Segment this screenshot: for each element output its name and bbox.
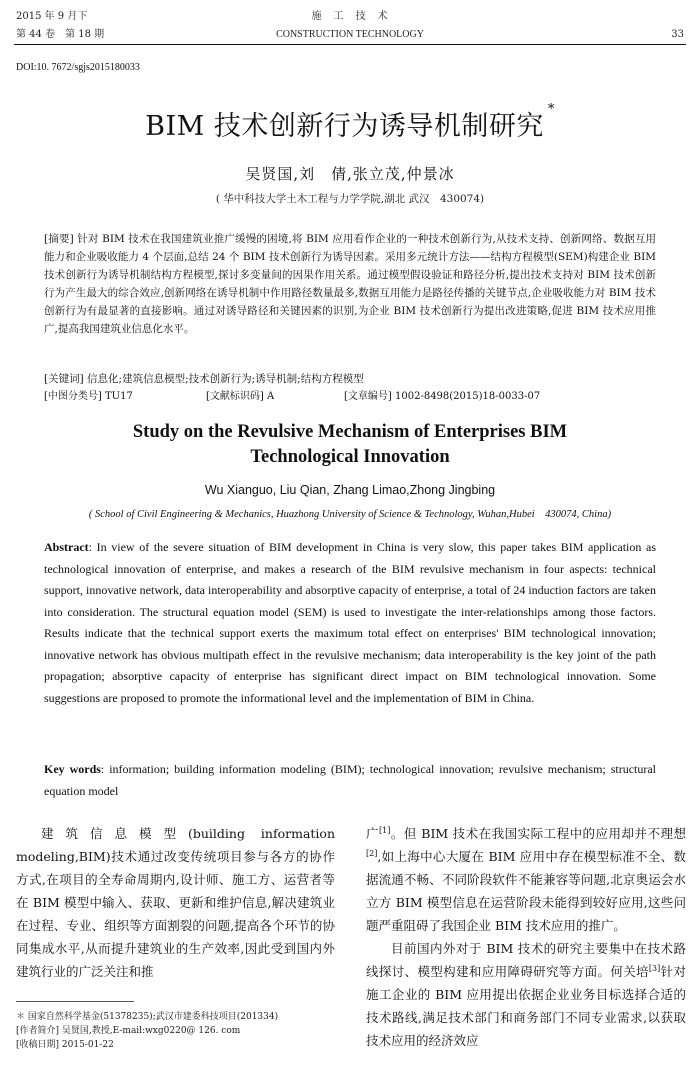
footnote-author-label: [作者简介] [16,1026,60,1036]
body-right-column [366,822,686,1052]
abstract-en-label: Abstract [44,540,89,554]
abstract-cn-text: 针对 BIM 技术在我国建筑业推广缓慢的困境,将 BIM 应用看作企业的一种技术创新行为,从技术支持、创新网络、数据互用能力和企业吸收能力 4 个层面,总结 24 个 BIM 技术创新行为诱导因素。采用多元统计方法——结构方程模型(SEM)构建企业 BIM 技术创新行为诱导机制结构方程模型,探讨多变量间的因果作用关系。通过模型假设验证和路径分析,提出技术支持对 BIM 技术创新行为产生最大的综合效应,创新网络在诱导机制中作用路径数量最多,数据互用能力是路径传播的关键节点,企业吸收能力对 BIM 技术创新行为有最显著的直接影响。通过对诱导路径和关键因素的识别,为企业 BIM 技术创新行为提出改进策略,促进 BIM 技术应用推广,提高我国建筑业信息化水平。 [44,233,656,335]
abstract-cn-label: [摘要] [44,233,74,245]
abstract-en: Abstract: In view of the severe situation of BIM development in China is very slow, this paper takes BIM application as technological innovation of enterprise, and makes a research of the BIM revulsive mechanism in four aspects: technical support, innovative network, data interoperability and absorptive capacity of enterprise, a total of 24 induction factors are taken into consideration. The structural equation model (SEM) is used to investigate the inter-relationships among those factors. Results indicate that the technical support exerts the maximum total effect on enterprises' BIM technological innovation; innovative network has obvious multipath effect in the revulsive mechanism; data interoperability is the key joint of the path propagation; absorptive capacity of enterprise has significant direct impact on BIM technological innovation. Some suggestions are proposed to promote the informational level and the implementation of BIM in China. [44,540,656,705]
header-volume: 第 44 卷 第 18 期 [16,29,105,40]
header-date: 2015 年 9 月下 [16,11,88,22]
title-cn [0,104,700,143]
body-left-paragraph: 建筑信息模型(building information modeling,BIM)技术通过改变传统项目参与各方的协作方式,在项目的全寿命周期内,设计师、施工方、运营者等在 BIM 模型中输入、获取、更新和维护信息,解决建筑业在过程、专业、组织等方面割裂的问题,提高各个环节的协同集成水平,从而提升建筑业的生产效率,因此受到国内外建筑行业的广泛关注和推 [16,826,335,979]
keywords-en-text: information; building information modeling (BIM); technological innovation; revulsive mechanism; structural equation model [44,762,657,798]
keywords-cn-label: [关键词] [44,373,84,385]
citation-2: [2] [366,849,378,858]
affiliation-en: ( School of Civil Engineering & Mechanics, Huazhong University of Science & Technology, Wuhan,Hubei 430074, China) [88,509,612,520]
keywords-cn-text: 信息化;建筑信息模型;技术创新行为;诱导机制;结构方程模型 [87,373,364,385]
title-cn-text: BIM 技术创新行为诱导机制研究 [145,111,544,142]
doi: DOI:10. 7672/sgjs2015180033 [16,62,140,73]
authors-en: Wu Xianguo, Liu Qian, Zhang Limao,Zhong Jingbing [204,483,496,497]
classification-line [44,388,656,406]
title-en-line1: Study on the Revulsive Mechanism of Enterprises BIM [132,422,568,442]
keywords-en-label: Key words [44,762,101,776]
doc-code-label: [文献标识码] [206,391,264,402]
title-footnote-mark: * [547,102,555,117]
footnote-rule [16,1001,134,1002]
clc-label: [中图分类号] [44,391,102,402]
body-right-p1-c: ,如上海中心大厦在 BIM 应用中存在模型标准不全、数据流通不畅、不同阶段软件不能兼容等问题,北京奥运会水立方 BIM 模型信息在运营阶段未能得到较好应用,这些问题严重阻碍了我国企业 BIM 技术应用的推广。 [366,849,687,933]
footnote-fund: ＊ 国家自然科学基金(51378235);武汉市建委科技项目(201334) [16,1012,279,1022]
body-right-p1-b: 。但 BIM 技术在我国实际工程中的应用却并不理想 [390,826,686,841]
body-right-paragraph-2 [366,937,686,1052]
header-journal-cn: 施 工 技 术 [311,11,389,22]
footnote-date-label: [收稿日期] [16,1040,60,1050]
body-right-p2-a: 目前国内外对于 BIM 技术的研究主要集中在技术路线探讨、模型构建和应用障碍研究等方面。何关培 [366,941,686,979]
header-rule [14,44,686,45]
header-page-number: 33 [671,29,684,40]
clc-value: TU17 [105,391,133,402]
body-right-p1-a: 广 [366,826,379,841]
footnote-date-text: 2015-01-22 [61,1040,114,1050]
body-right-p2-b: 针对施工企业的 BIM 应用提出依据企业业务目标选择合适的技术路线,满足技术部门和商务部门不同专业需求,以获取技术应用的经济效应 [366,964,686,1048]
abstract-en-text: In view of the severe situation of BIM development in China is very slow, this paper takes BIM application as technological innovation of enterprise, and makes a research of the BIM revulsive mechanism in four aspects: technical support, innovative network, data interoperability and absorptive capacity of enterprise, a total of 24 induction factors are taken into consideration. The structural equation model (SEM) is used to investigate the inter-relationships among those factors. Results indicate that the technical support exerts the maximum total effect on enterprises' BIM technological innovation; innovative network has obvious multipath effect in the revulsive mechanism; data interoperability is the key joint of the path propagation; absorptive capacity of enterprise has significant direct impact on BIM technological innovation. Some suggestions are proposed to promote the informational level and the implementation of BIM in China. [44,540,656,705]
article-number [344,388,540,406]
footnote-date [16,1038,346,1052]
footnote-author [16,1024,346,1038]
citation-1: [1] [379,826,391,835]
keywords-en: Key words: information; building information modeling (BIM); technological innovation; revulsive mechanism; structural equation model [44,762,657,798]
footnotes [16,1010,346,1052]
doc-code-value: A [267,391,275,402]
article-number-value: 1002-8498(2015)18-0033-07 [395,391,541,402]
title-en [0,420,700,470]
title-en-line2: Technological Innovation [250,447,450,467]
abstract-cn [44,230,656,338]
authors-cn: 吴贤国,刘 倩,张立茂,仲景冰 [245,165,455,183]
keywords-cn [44,370,656,388]
header-journal-en: CONSTRUCTION TECHNOLOGY [276,29,424,40]
doc-code [206,388,274,406]
citation-3: [3] [648,964,661,973]
body-right-paragraph-1 [366,822,686,937]
affiliation-cn: ( 华中科技大学土木工程与力学学院,湖北 武汉 430074) [215,193,485,205]
footnote-author-text: 吴贤国,教授,E-mail:wxg0220@ 126. com [61,1026,241,1036]
article-number-label: [文章编号] [344,391,392,402]
